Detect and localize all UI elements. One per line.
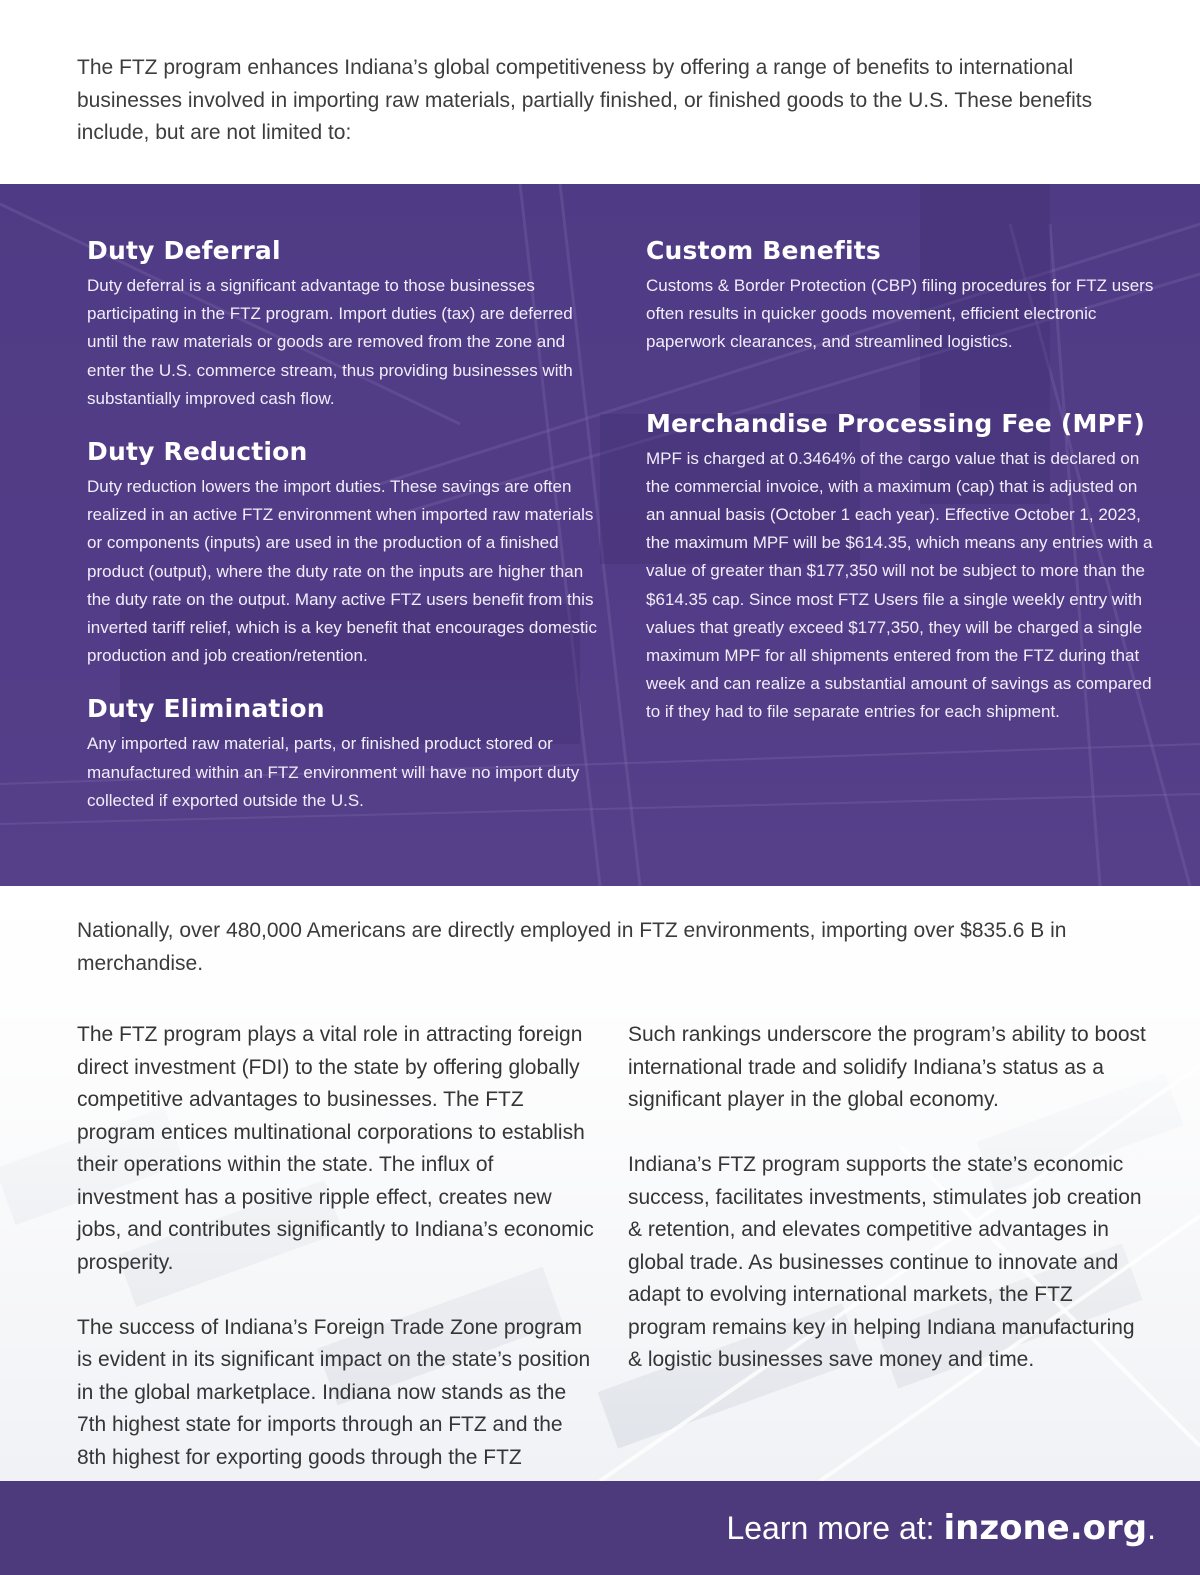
benefit-duty-deferral [87,234,597,413]
body-left-column [77,1019,597,1539]
benefit-text: Any imported raw material, parts, or finished product stored or manufactured within an FTZ environment will have no import duty collected if exported outside the U.S. [87,734,580,810]
benefit-text: MPF is charged at 0.3464% of the cargo value that is declared on the commercial invoice, with a maximum (cap) that is adjusted on an annual basis (October 1 each year). Effective October 1, 2023, the maximum MPF will be $614.35, which means any entries with a value of greater than $177,350 will not be subject to more than the $614.35 cap. Since most FTZ Users file a single weekly entry with values that greatly exceed $177,350, they will be charged a single maximum MPF for all shipments entered from the FTZ during that week and can realize a substantial amount of savings as compared to if they had to file separate entries for each shipment. [646,448,1153,722]
benefits-right-column [646,234,1156,727]
benefit-custom-benefits [646,234,1156,357]
benefits-left-column [87,234,597,815]
intro-paragraph: The FTZ program enhances Indiana’s global competitiveness by offering a range of benefits to international businesses involved in importing raw materials, partially finished, or finished goods to the U.S. These benefits include, but are not limited to: [77,56,1093,144]
benefit-title: Merchandise Processing Fee (MPF) [646,408,1145,438]
benefit-title: Custom Benefits [646,236,881,265]
fdi-paragraph: The FTZ program plays a vital role in attracting foreign direct investment (FDI) to the state by offering globally competitive advantages to businesses. The FTZ program entices multinational corporations to establish their operations within the state. The influx of investment has a positive ripple effect, creates new jobs, and contributes significantly to Indiana’s economic prosperity. [77,1023,594,1274]
learn-more-prefix: Learn more at: [726,1510,944,1546]
learn-more-text [726,1508,1156,1548]
benefit-mpf [646,407,1156,727]
program-support-paragraph: Indiana’s FTZ program supports the state’s economic success, facilitates investments, stimulates job creation & retention, and elevates competitive advantages in global trade. As businesses continue to innovate and adapt to evolving international markets, the FTZ program remains key in helping Indiana manufacturing & logistic businesses save money and time. [628,1153,1142,1371]
benefit-title: Duty Elimination [87,694,325,724]
benefit-text: Customs & Border Protection (CBP) filing procedures for FTZ users often results in quicker goods movement, efficient electronic paperwork clearances, and streamlined logistics. [646,276,1154,352]
benefit-duty-reduction [87,435,597,670]
employment-statistic: Nationally, over 480,000 Americans are directly employed in FTZ environments, importing over $835.6 B in merchandise. [77,919,1067,975]
benefit-title: Duty Reduction [87,437,308,467]
benefit-duty-elimination [87,692,597,815]
rankings-paragraph: The success of Indiana’s Foreign Trade Zone program is evident in its significant impact on the state’s position in the global marketplace. Indiana now stands as the 7th highest state for imports through an FTZ and the 8th highest for exporting goods through the FTZ [77,1315,591,1469]
benefits-panel [0,184,1200,886]
footer-banner [0,1481,1200,1575]
rankings-summary-paragraph: Such rankings underscore the program’s ability to boost international trade and solidify Indiana’s status as a significant player in the global economy. [628,1023,1146,1111]
learn-more-suffix: . [1147,1510,1156,1546]
benefit-text: Duty deferral is a significant advantage to those businesses participating in the FTZ program. Import duties (tax) are deferred until the raw materials or goods are removed from the zone and enter the U.S. commerce stream, thus providing businesses with substantially improved cash flow. [87,276,573,408]
body-right-column [628,1019,1148,1409]
benefit-title: Duty Deferral [87,236,281,265]
website-link[interactable]: inzone.org [943,1508,1148,1548]
benefit-text: Duty reduction lowers the import duties. These savings are often realized in an active FTZ environment when imported raw materials or components (inputs) are used in the production of a finished product (output), where the duty rate on the inputs are higher than the duty rate on the output. Many active FTZ users benefit from this inverted tariff relief, which is a key benefit that encourages domestic production and job creation/retention. [87,477,597,666]
